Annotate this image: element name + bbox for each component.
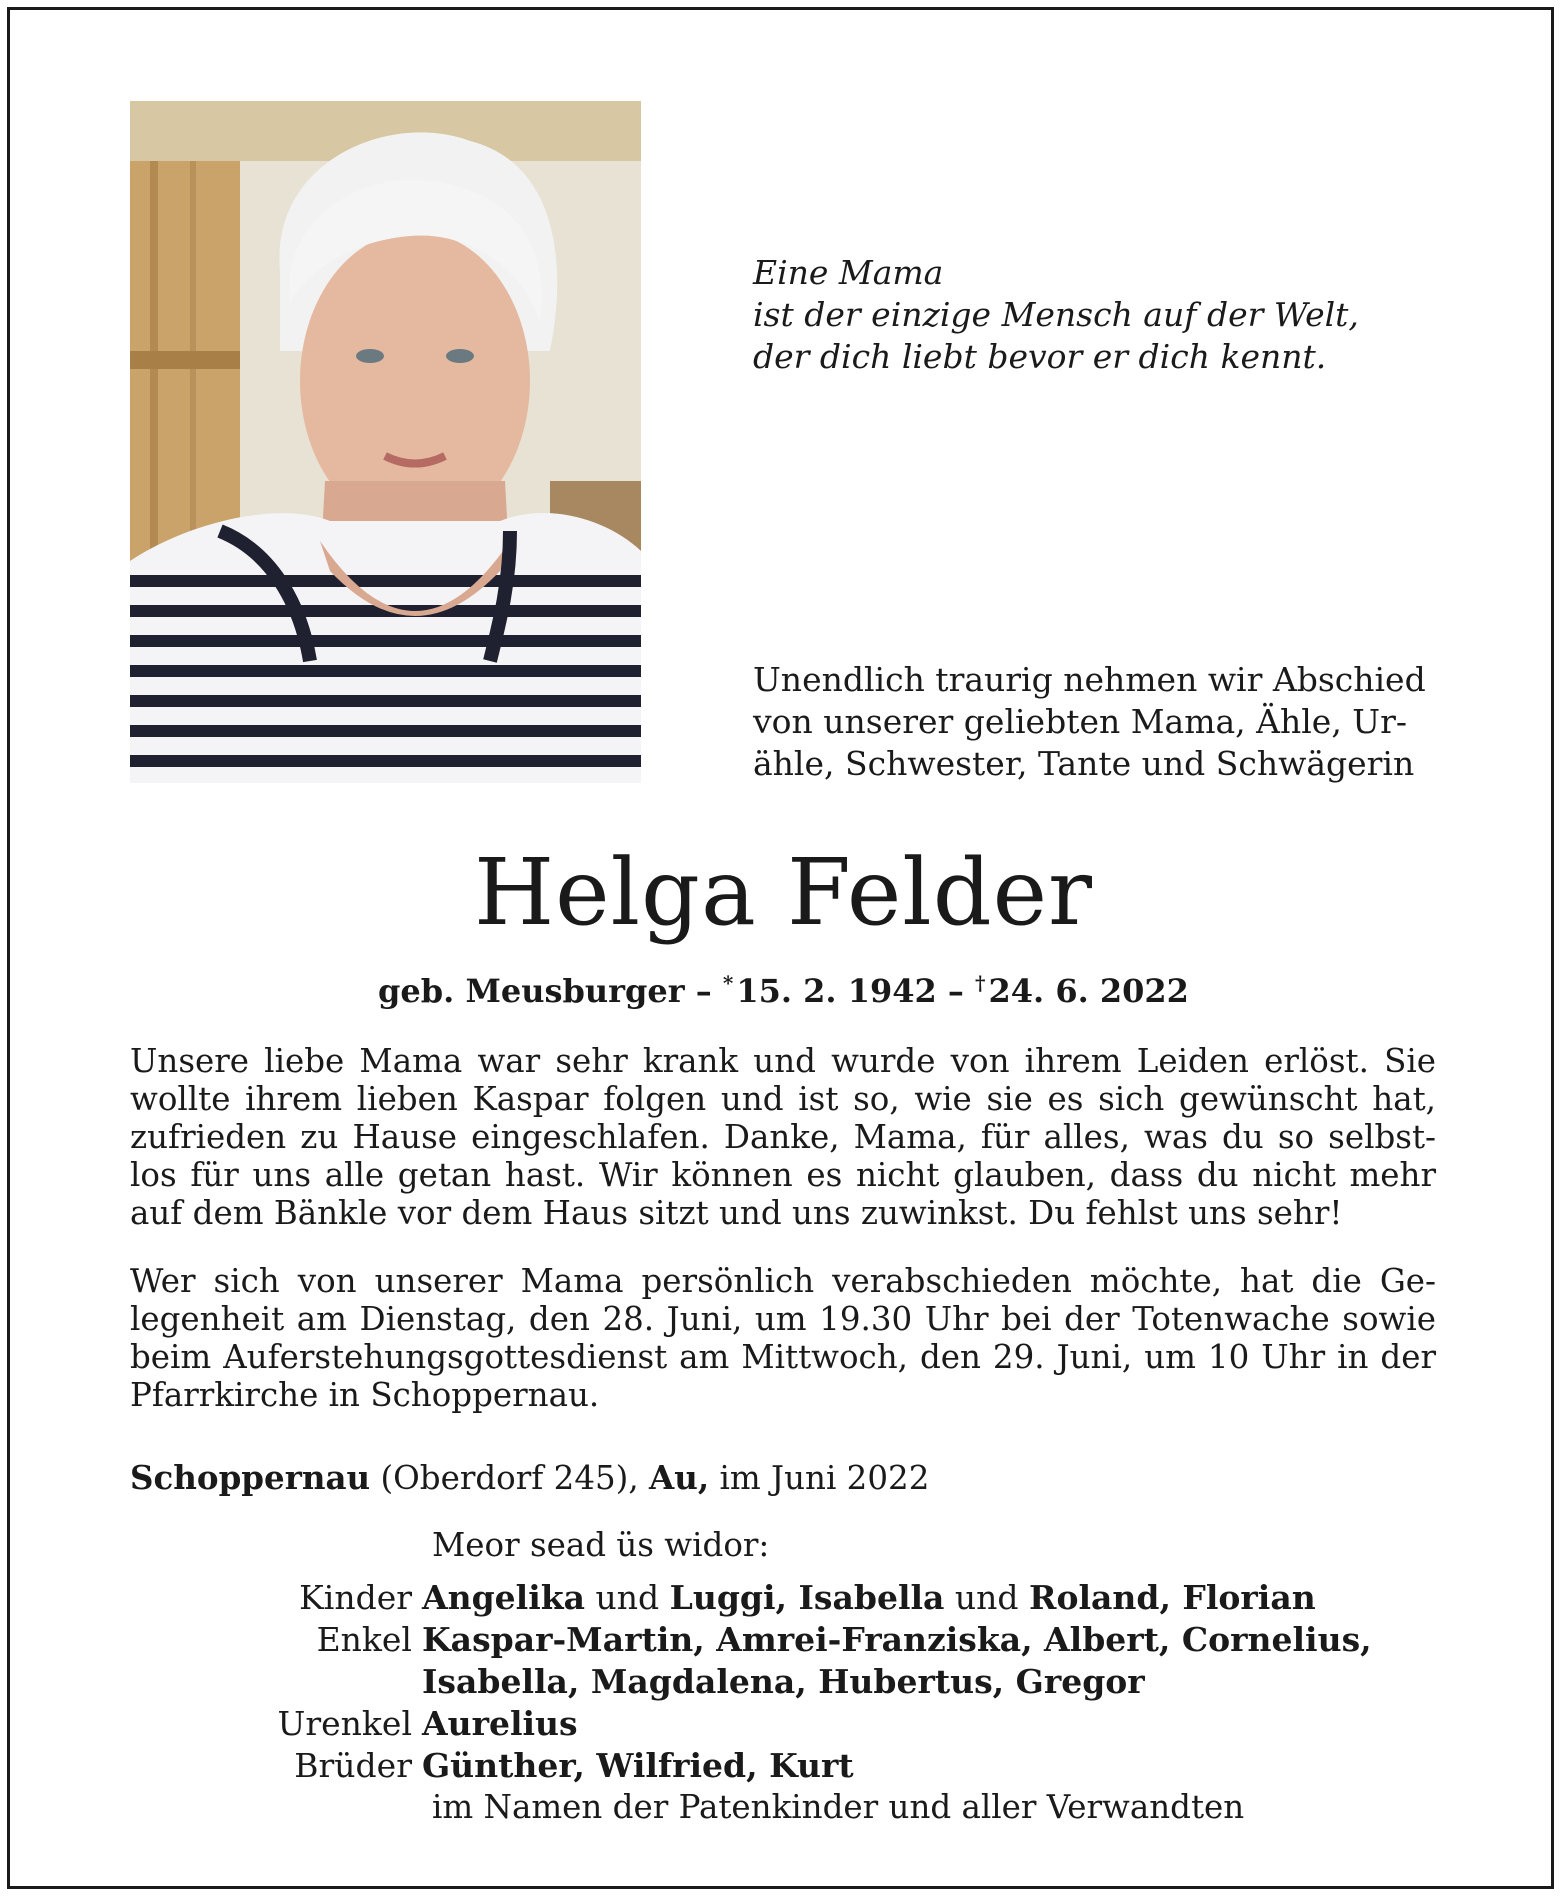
paragraph-line: Pfarrkirche in Schoppernau. (130, 1376, 600, 1414)
paragraph-line: legenheit am Dienstag, den 28. Juni, um 19.30 Uhr bei der Totenwache sowie (130, 1300, 1436, 1338)
family-row-brueder (130, 1745, 1460, 1787)
family-row-enkel (130, 1619, 1460, 1661)
birth-symbol: * (722, 971, 734, 995)
quote-line: ist der einzige Mensch auf der Welt, (753, 295, 1359, 334)
paragraph-line: zufrieden zu Hause eingeschlafen. Danke, Mama, für alles, was du so selbst- (130, 1118, 1436, 1156)
birth-date: 15. 2. 1942 (736, 972, 937, 1010)
death-symbol: † (975, 971, 986, 995)
life-dates (0, 962, 1567, 1012)
death-date: 24. 6. 2022 (988, 972, 1189, 1010)
farewell-intro (753, 659, 1473, 785)
intro-line: von unserer geliebten Mama, Ähle, Ur- (753, 702, 1408, 741)
town-name: Au, (649, 1458, 710, 1497)
intro-line: ähle, Schwester, Tante und Schwägerin (753, 744, 1415, 783)
date: im Juni 2022 (709, 1459, 930, 1497)
connector: und (585, 1578, 670, 1617)
role-label: Urenkel (277, 1704, 412, 1743)
maiden-name: geb. Meusburger (378, 972, 685, 1010)
separator: – (684, 972, 723, 1010)
paragraph-farewell (130, 1042, 1436, 1232)
family-names (422, 1619, 1372, 1661)
dialect-phrase: Meor sead üs widor: (432, 1526, 770, 1564)
family-names (422, 1745, 854, 1787)
name: Isabella, Magdalena, Hubertus, Gregor (422, 1662, 1145, 1701)
address: (Oberdorf 245), (370, 1459, 650, 1497)
deceased-name: Helga Felder (473, 839, 1094, 946)
paragraph-line: los für uns alle getan hast. Wir können es nicht glauben, dass du nicht mehr (130, 1156, 1436, 1194)
town-name: Schoppernau (130, 1458, 371, 1497)
quote-line: der dich liebt bevor er dich kennt. (753, 337, 1327, 376)
role-label: Enkel (316, 1620, 412, 1659)
family-row-enkel-cont (130, 1661, 1460, 1703)
portrait-photo (130, 101, 641, 783)
name: Roland, Florian (1029, 1578, 1316, 1617)
name: Angelika (422, 1578, 585, 1617)
paragraph-line: wollte ihrem lieben Kaspar folgen und ist so, wie sie es sich gewünscht hat, (130, 1080, 1436, 1118)
family-names (422, 1577, 1316, 1619)
memorial-quote (753, 252, 1473, 378)
family-names (422, 1703, 578, 1745)
closing-line: im Namen der Patenkinder und aller Verwandten (432, 1788, 1245, 1826)
intro-line: Unendlich traurig nehmen wir Abschied (753, 660, 1426, 699)
family-list (130, 1577, 1460, 1787)
role-label-empty (130, 1661, 422, 1703)
name: Kaspar-Martin, Amrei-Franziska, Albert, Cornelius, (422, 1620, 1372, 1659)
place-and-date (130, 1458, 929, 1498)
name: Luggi, Isabella (669, 1578, 945, 1617)
role-label: Kinder (299, 1578, 412, 1617)
name: Aurelius (422, 1704, 578, 1743)
family-row-kinder (130, 1577, 1460, 1619)
paragraph-service-info (130, 1262, 1436, 1414)
separator: – (936, 972, 976, 1010)
name: Günther, Wilfried, Kurt (422, 1746, 854, 1785)
paragraph-line: Unsere liebe Mama war sehr krank und wurde von ihrem Leiden erlöst. Sie (130, 1042, 1436, 1080)
paragraph-line: beim Auferstehungsgottesdienst am Mittwoch, den 29. Juni, um 10 Uhr in der (130, 1338, 1436, 1376)
family-row-urenkel (130, 1703, 1460, 1745)
quote-line: Eine Mama (753, 253, 944, 292)
paragraph-line: auf dem Bänkle vor dem Haus sitzt und uns zuwinkst. Du fehlst uns sehr! (130, 1194, 1343, 1232)
family-names (422, 1661, 1145, 1703)
paragraph-line: Wer sich von unserer Mama persönlich verabschieden möchte, hat die Ge- (130, 1262, 1436, 1300)
role-label: Brüder (294, 1746, 412, 1785)
connector: und (944, 1578, 1030, 1617)
